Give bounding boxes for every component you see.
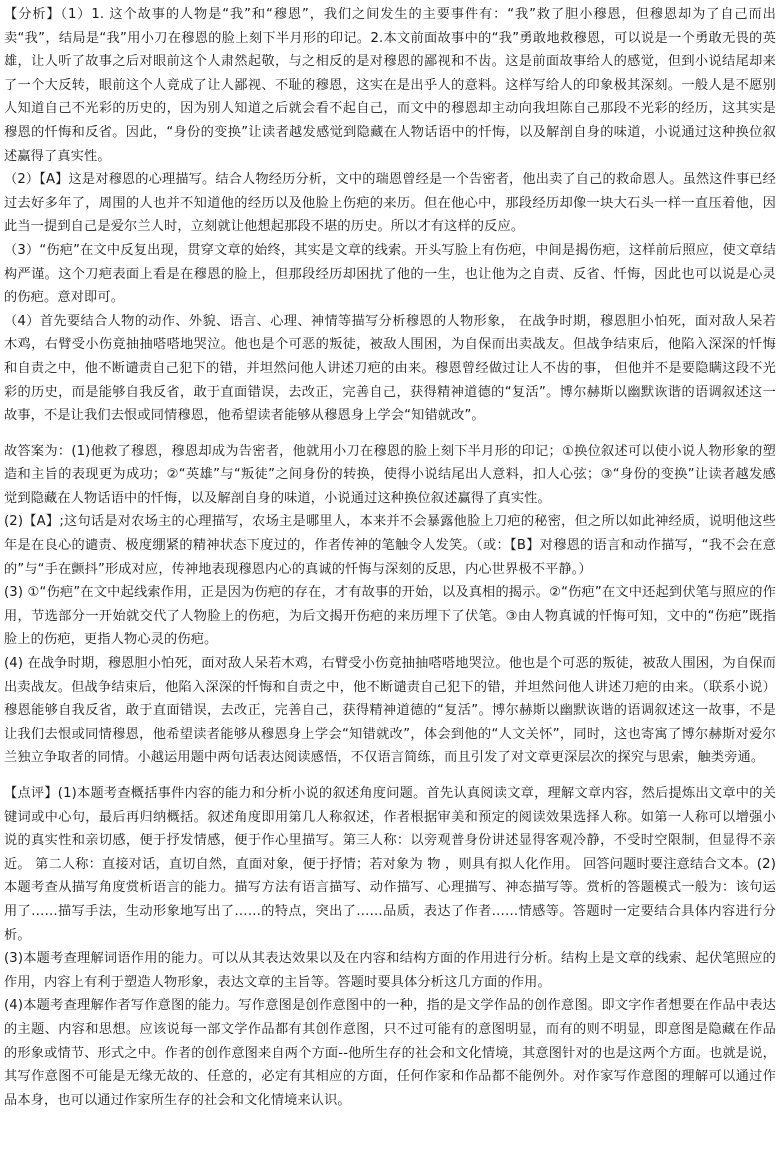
comment-q1-q2-paragraph: 【点评】(1)本题考查概括事件内容的能力和分析小说的叙述角度问题。首先认真阅读文章，理解文章内容，然后提炼出文章中的关键词或中心句，最后再归纳概括。叙述角度即用第几人称叙述，作者根据审美和预定的阅读效果选择人称。如第一人称可以增强小说的真实性和亲切感，便于抒发情感，便于作心里描写。第三人称：以旁观普身份讲述显得客观冷静，不受时空限制，但显得不亲近。 第二人称：直接对话，直切自然，直面对象，便于抒情；若对象为 物 ，则具有拟人化作用。 回答问题时要注意结合文本。(2)本题考查从描写角度赏析语言的能力。描写方法有语言描写、动作描写、心理描写、神态描写等。赏析的答题模式一般为：该句运用了……描写手法，生动形象地写出了……的特点，突出了……品质，表达了作者……情感等。答题时一定要结合具体内容进行分析。 (4, 786, 776, 943)
section-spacer (4, 428, 776, 440)
comment-q3-paragraph: (3)本题考查理解词语作用的能力。可以从其表达效果以及在内容和结构方面的作用进行分析。结构上是文章的线索、起伏笔照应的作用，内容上有利于塑造人物形象，表达文章的主旨等。答题时要具体分析这几方面的作用。 (4, 951, 776, 990)
analysis-q3-paragraph: （3）“伤疤”在文中反复出现，贯穿文章的始终，其实是文章的线索。开头写脸上有伤疤，中间是揭伤疤，这样前后照应，使文章结构严谨。这个刀疤表面上看是在穆恩的脸上，但那段经历却困扰了他的一生，也让他为之自责、反省、忏悔，因此也可以说是心灵的伤疤。意对即可。 (4, 242, 776, 306)
analysis-q2-paragraph: （2）【A】这是对穆恩的心理描写。结合人物经历分析，文中的瑞恩曾经是一个告密者，他出卖了自己的救命恩人。虽然这件事已经过去好多年了，周围的人也并不知道他的经历以及他脸上伤疤的来历。但在他心中，那段经历却像一块大石头一样一直压着他，因此当一提到自己是爱尔兰人时，立刻就让他想起那段不堪的历史。所以才有这样的反应。 (4, 172, 776, 235)
analysis-section (4, 3, 776, 428)
analysis-q1-paragraph: 【分析】（1）1. 这个故事的人物是“我”和“穆恩”，我们之间发生的主要事件有：“我”救了胆小穆恩，但穆恩却为了自己而出卖“我”，结局是“我”用小刀在穆恩的脸上刻下半月形的印记。2.本文前面故事中的“我”勇敢地救穆恩，可以说是一个勇敢无畏的英雄，让人听了故事之后对眼前这个人肃然起敬，与之相反的是对穆恩的鄙视和不齿。这是前面故事给人的感觉，但到小说结尾却来了一个大反转，眼前这个人竟成了让人鄙视、不耻的穆恩，这实在是出乎人的意料。这样写给人的印象极其深刻。一般人是不愿别人知道自己不光彩的历史的，因为别人知道之后就会看不起自己，而文中的穆恩却主动向我坦陈自己那段不光彩的经历，这其实是穆恩的忏悔和反省。因此，“身份的变换”让读者越发感觉到隐藏在人物话语中的忏悔，以及解剖自身的味道，小说通过这种换位叙述赢得了真实性。 (4, 7, 776, 164)
answer-section (4, 440, 776, 770)
comment-section (4, 782, 776, 1112)
answer-q2-paragraph: (2)【A】;这句话是对农场主的心理描写，农场主是哪里人，本来并不会暴露他脸上刀疤的秘密，但之所以如此神经质，说明他这些年是在良心的谴责、极度绷紧的精神状态下度过的，作者传神的笔触令人发笑。（或：【B】对穆恩的语言和动作描写，“我不会在意的”与“手在颤抖”形成对应，传神地表现穆恩内心的真诚的忏悔与深刻的反思，内心世界极不平静。） (4, 514, 776, 577)
analysis-q4-paragraph: （4）首先要结合人物的动作、外貌、语言、心理、神情等描写分析穆恩的人物形象， 在战争时期，穆恩胆小怕死，面对敌人呆若木鸡，右臂受小伤竟抽抽嗒嗒地哭泣。他也是个可恶的叛徒，被敌人围困，为自保而出卖战友。但战争结束后，他陷入深深的忏悔和自责之中，他不断谴责自己犯下的错，并坦然问他人讲述刀疤的由来。穆恩曾经做过让人不齿的事， 但他并不是要隐瞒这段不光彩的历史，而是能够自我反省，敢于直面错误，去改正，完善自己，获得精神道德的“复活”。博尔赫斯以幽默诙谐的语调叙述这一故事，不是让我们去恨或同情穆恩，他希望读者能够从穆恩身上学会“知错就改”。 (4, 313, 776, 424)
section-spacer (4, 770, 776, 782)
answer-q3-paragraph: (3) ①“伤疤”在文中起线索作用，正是因为伤疤的存在，才有故事的开始，以及真相的揭示。②“伤疤”在文中还起到伏笔与照应的作用，节选部分一开始就交代了人物脸上的伤疤，为后文揭开伤疤的来历埋下了伏笔。③由人物真诚的忏悔可知，文中的“伤疤”既指脸上的伤疤，更指人物心灵的伤疤。 (4, 585, 776, 648)
answer-q1-paragraph: 故答案为：(1)他救了穆恩，穆恩却成为告密者，他就用小刀在穆恩的脸上刻下半月形的印记；①换位叙述可以使小说人物形象的塑造和主旨的表现更为成功；②“英雄”与“叛徒”之间身份的转换，使得小说结尾出人意料，扣人心弦；③“身份的变换”让读者越发感觉到隐藏在人物话语中的忏悔，以及解剖自身的味道，小说通过这种换位叙述赢得了真实性。 (4, 443, 776, 506)
answer-q4-paragraph: (4) 在战争时期，穆恩胆小怕死，面对敌人呆若木鸡，右臂受小伤竟抽抽嗒嗒地哭泣。他也是个可恶的叛徒，被敌人围困，为自保而出卖战友。但战争结束后，他陷入深深的忏悔和自责之中，他不断谴责自己犯下的错，并坦然问他人讲述刀疤的由来。（联系小说）穆恩能够自我反省，敢于直面错误，去改正，完善自己，获得精神道德的“复活”。博尔赫斯以幽默诙谐的语调叙述这一故事，不是让我们去恨或同情穆恩，他希望读者能够从穆恩身上学会“知错就改”，体会到他的“人文关怀”，同时，这也寄寓了博尔赫斯对爱尔兰独立争取者的同情。小越运用题中两句话表达阅读感悟，不仅语言简练，而且引发了对文章更深层次的探究与思索，触类旁通。 (4, 656, 776, 766)
comment-q4-paragraph: (4)本题考查理解作者写作意图的能力。写作意图是创作意图中的一种，指的是文学作品的创作意图。即文字作者想要在作品中表达的主题、内容和思想。应该说每一部文学作品都有其创作意图，只不过可能有的意图明显，而有的则不明显，即意图是隐藏在作品的形象或情节、形式之中。作者的创作意图来自两个方面--他所生存的社会和文化情境，其意图针对的也是这两个方面。也就是说，其写作意图不可能是无缘无故的、任意的，必定有其相应的方面，任何作家和作品都不能例外。对作家写作意图的理解可以通过作品本身，也可以通过作家所生存的社会和文化情境来认识。 (4, 998, 776, 1108)
